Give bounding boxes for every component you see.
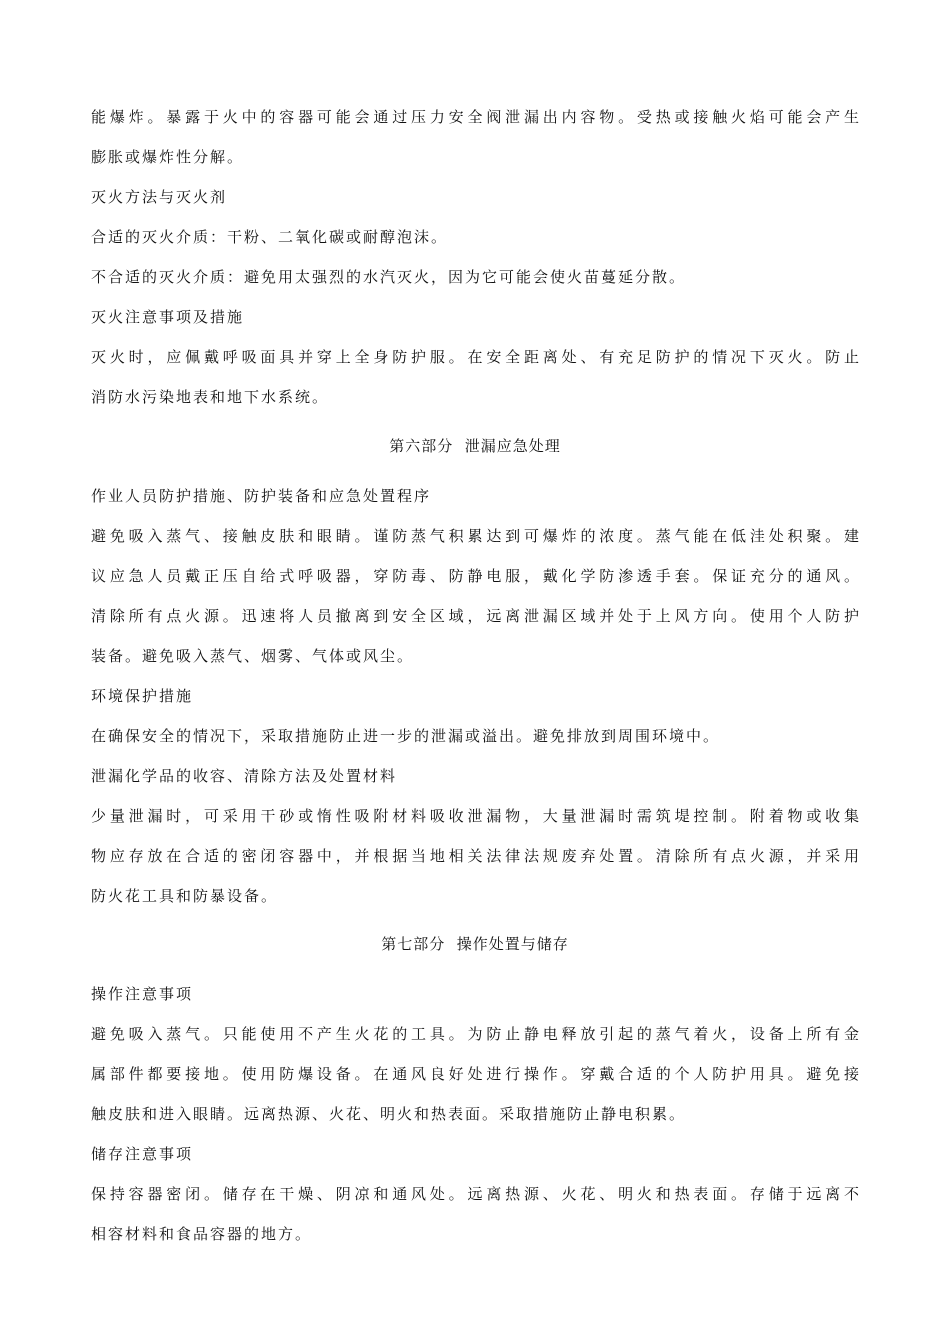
handling-title: 操作注意事项	[91, 985, 194, 1003]
spill-cleanup-line-1: 少量泄漏时，可采用干砂或惰性吸附材料吸收泄漏物，大量泄漏时需筑堤控制。附着物或收集	[91, 807, 859, 825]
spill-cleanup-line-3: 防火花工具和防暴设备。	[91, 887, 279, 905]
fire-precautions-line-2: 消防水污染地表和地下水系统。	[91, 388, 330, 406]
handling-line-1: 避免吸入蒸气。只能使用不产生火花的工具。为防止静电释放引起的蒸气着火，设备上所有金	[91, 1025, 859, 1043]
fire-precautions-line-1: 灭火时，应佩戴呼吸面具并穿上全身防护服。在安全距离处、有充足防护的情况下灭火。防止	[91, 348, 859, 366]
extinguish-title: 灭火方法与灭火剂	[91, 188, 228, 206]
spill-cleanup-line-2: 物应存放在合适的密闭容器中，并根据当地相关法律法规废弃处置。清除所有点火源，并采用	[91, 847, 859, 865]
suitable-media-text: 合适的灭火介质：干粉、二氧化碳或耐醇泡沫。	[91, 228, 449, 246]
section7-heading: 第七部分 操作处置与储存	[381, 935, 569, 953]
fire-hazard-line-2: 膨胀或爆炸性分解。	[91, 148, 245, 166]
handling-line-2: 属部件都要接地。使用防爆设备。在通风良好处进行操作。穿戴合适的个人防护用具。避免接	[91, 1065, 859, 1083]
personnel-protection-line-4: 装备。避免吸入蒸气、烟雾、气体或风尘。	[91, 647, 415, 665]
fire-hazard-line-1: 能爆炸。暴露于火中的容器可能会通过压力安全阀泄漏出内容物。受热或接触火焰可能会产生	[91, 108, 859, 126]
environment-protection-text: 在确保安全的情况下，采取措施防止进一步的泄漏或溢出。避免排放到周围环境中。	[91, 727, 721, 745]
personnel-protection-line-1: 避免吸入蒸气、接触皮肤和眼睛。谨防蒸气积累达到可爆炸的浓度。蒸气能在低洼处积聚。建	[91, 527, 859, 545]
handling-line-3: 触皮肤和进入眼睛。远离热源、火花、明火和热表面。采取措施防止静电积累。	[91, 1105, 687, 1123]
storage-line-2: 相容材料和食品容器的地方。	[91, 1225, 313, 1243]
spill-cleanup-title: 泄漏化学品的收容、清除方法及处置材料	[91, 767, 398, 785]
personnel-protection-title: 作业人员防护措施、防护装备和应急处置程序	[91, 487, 432, 505]
personnel-protection-line-2: 议应急人员戴正压自给式呼吸器，穿防毒、防静电服，戴化学防渗透手套。保证充分的通风。	[91, 567, 859, 585]
personnel-protection-line-3: 清除所有点火源。迅速将人员撤离到安全区域，远离泄漏区域并处于上风方向。使用个人防护	[91, 607, 859, 625]
storage-line-1: 保持容器密闭。储存在干燥、阴凉和通风处。远离热源、火花、明火和热表面。存储于远离不	[91, 1185, 859, 1203]
environment-protection-title: 环境保护措施	[91, 687, 194, 705]
fire-precautions-title: 灭火注意事项及措施	[91, 308, 245, 326]
storage-title: 储存注意事项	[91, 1145, 194, 1163]
unsuitable-media-text: 不合适的灭火介质：避免用太强烈的水汽灭火，因为它可能会使火苗蔓延分散。	[91, 268, 687, 286]
section6-heading: 第六部分 泄漏应急处理	[389, 437, 561, 455]
